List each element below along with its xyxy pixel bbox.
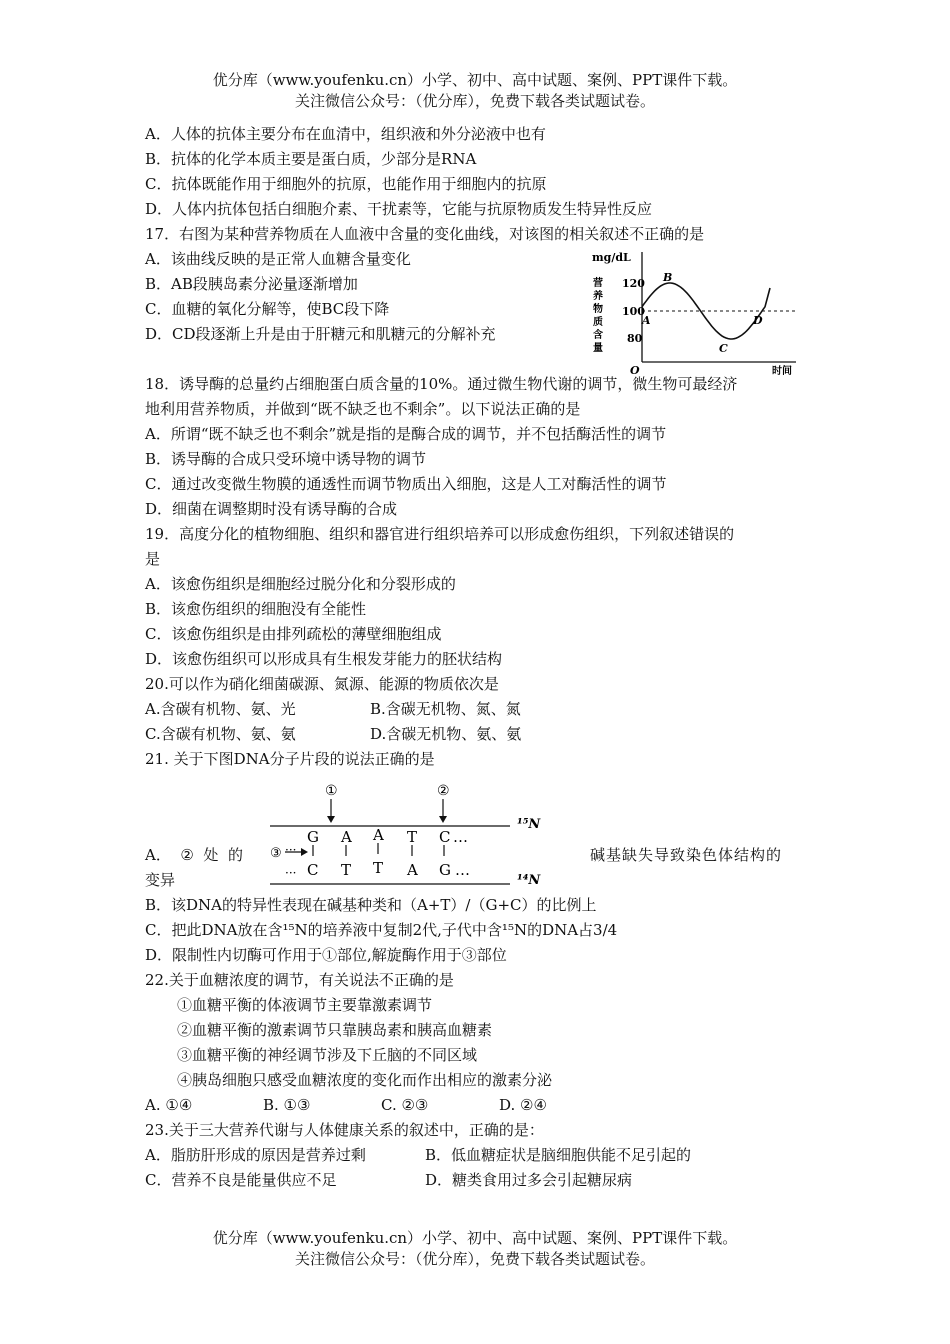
chart-unit-label: mg/dL [592,251,631,264]
dna-marker-1: ① [325,783,338,799]
dna-top-base-5: C [439,828,451,846]
q22-statement-1: ①血糖平衡的体液调节主要靠激素调节 [177,996,433,1014]
dna-dots-lower: ··· [285,866,297,880]
q21-option-a-continued: 变异 [145,871,176,889]
q21-stem: 21. 关于下图DNA分子片段的说法正确的是 [145,750,435,768]
q19-option-c: C．该愈伤组织是由排列疏松的薄壁细胞组成 [145,625,442,643]
q20-option-b: B.含碳无机物、氮、氮 [370,700,521,718]
chart-point-b: B [663,271,673,284]
q17-option-c: C．血糖的氧化分解等，使BC段下降 [145,300,390,318]
q20-option-a: A.含碳有机物、氨、光 [145,700,296,718]
chart-ylabel-char-5: 含 [593,330,603,341]
footer-line-1: 优分库（www.youfenku.cn）小学、初中、高中试题、案例、PPT课件下载。 [212,1229,738,1247]
q19-stem-line-2: 是 [145,550,161,568]
q17-stem: 17．右图为某种营养物质在人血液中含量的变化曲线，对该图的相关叙述不正确的是 [145,225,705,243]
q20-option-d: D.含碳无机物、氨、氨 [370,725,522,743]
q18-option-a: A．所谓“既不缺乏也不剩余”就是指的是酶合成的调节，并不包括酶活性的调节 [145,425,667,443]
chart-xlabel: 时间 [772,366,792,375]
q21-option-a-marker: ② [180,846,194,864]
dna-dots-upper: ··· [285,843,297,857]
dna-top-base-1: G [307,828,319,846]
q23-option-b: B．低血糖症状是脑细胞供能不足引起的 [425,1146,692,1164]
q22-statement-2: ②血糖平衡的激素调节只靠胰岛素和胰高血糖素 [177,1021,493,1039]
q22-stem: 22.关于血糖浓度的调节，有关说法不正确的是 [145,971,454,989]
q20-options-row-1 [145,697,815,722]
q17-option-d: D．CD段逐渐上升是由于肝糖元和肌糖元的分解补充 [145,325,496,343]
q21-option-d: D．限制性内切酶可作用于①部位,解旋酶作用于③部位 [145,946,507,964]
header-line-2: 关注微信公众号：（优分库），免费下载各类试题试卷。 [294,92,655,110]
q16-option-b: B．抗体的化学本质主要是蛋白质，少部分是RNA [145,150,477,168]
page-header [0,70,950,112]
q18-stem-line-2: 地利用营养物质，并做到“既不缺乏也不剩余”。以下说法正确的是 [145,400,581,418]
q19-option-a: A．该愈伤组织是细胞经过脱分化和分裂形成的 [145,575,456,593]
q22-option-a: A. ①④ [145,1096,193,1114]
dna-bottom-base-3: T [373,859,384,877]
chart-ylabel-char-1: 营 [593,278,603,289]
q17-option-b: B．AB段胰岛素分泌量逐渐增加 [145,275,358,293]
q23-options-row-2 [145,1168,815,1193]
q23-option-d: D．糖类食用过多会引起糖尿病 [425,1171,633,1189]
q20-options-row-2 [145,722,815,747]
q22-option-b: B. ①③ [263,1096,311,1114]
glucose-level-chart [590,250,800,375]
chart-ytick-120: 120 [622,277,645,290]
dna-bottom-base-2: T [341,861,352,879]
dna-bottom-base-5: G [439,861,451,879]
chart-origin-label: O [630,364,640,375]
dna-marker-3: ③ [270,846,282,861]
dna-bottom-base-1: C [307,861,319,879]
q22-option-d: D. ②④ [499,1096,547,1114]
footer-line-2: 关注微信公众号：（优分库），免费下载各类试题试卷。 [294,1250,655,1268]
q16-option-a: A．人体的抗体主要分布在血清中，组织液和外分泌液中也有 [145,125,546,143]
header-line-1: 优分库（www.youfenku.cn）小学、初中、高中试题、案例、PPT课件下载。 [212,71,738,89]
q22-statement-4: ④胰岛细胞只感受血糖浓度的变化而作出相应的激素分泌 [177,1071,553,1089]
q23-options-row-1 [145,1143,815,1168]
q22-statement-3: ③血糖平衡的神经调节涉及下丘脑的不同区域 [177,1046,478,1064]
dna-arrowhead-3 [301,848,308,856]
q22-options-row [145,1093,815,1118]
q18-option-c: C．通过改变微生物膜的通透性而调节物质出入细胞，这是人工对酶活性的调节 [145,475,667,493]
q20-stem: 20.可以作为硝化细菌碳源、氮源、能源的物质依次是 [145,675,499,693]
q19-option-b: B．该愈伤组织的细胞没有全能性 [145,600,367,618]
q16-option-c: C．抗体既能作用于细胞外的抗原，也能作用于细胞内的抗原 [145,175,547,193]
chart-ylabel-char-3: 物 [593,304,603,315]
q21-option-c: C．把此DNA放在含¹⁵N的培养液中复制2代,子代中含¹⁵N的DNA占3/4 [145,921,618,939]
q17-options [145,247,585,347]
dna-bottom-label: ¹⁴N [517,873,541,888]
q23-option-c: C．营养不良是能量供应不足 [145,1171,337,1189]
chart-point-a: A [642,314,651,327]
q19-stem-line-1: 19．高度分化的植物细胞、组织和器官进行组织培养可以形成愈伤组织，下列叙述错误的 [145,525,735,543]
q21-option-a-start [145,843,243,868]
q21-option-a-word-2: 的 [227,846,243,864]
dna-top-base-2: A [341,828,352,846]
dna-bottom-ellipsis: … [455,861,470,879]
dna-fragment-figure [265,782,565,897]
chart-ylabel-char-2: 养 [593,291,603,302]
dna-arrowhead-2 [439,816,447,823]
dna-top-label: ¹⁵N [517,817,541,832]
q16-option-d: D．人体内抗体包括白细胞介素、干扰素等，它能与抗原物质发生特异性反应 [145,200,653,218]
dna-marker-2: ② [437,783,450,799]
chart-ylabel-char-4: 质 [593,317,603,328]
q18-option-b: B．诱导酶的合成只受环境中诱导物的调节 [145,450,427,468]
q18-option-d: D．细菌在调整期时没有诱导酶的合成 [145,500,398,518]
dna-arrowhead-1 [327,816,335,823]
dna-top-base-4: T [407,828,418,846]
q23-option-a: A．脂肪肝形成的原因是营养过剩 [145,1146,366,1164]
chart-ytick-80: 80 [627,332,643,345]
q21-option-a-word-1: 处 [203,846,219,864]
chart-point-d: D [753,314,763,327]
dna-top-ellipsis: … [453,828,468,846]
q19-option-d: D．该愈伤组织可以形成具有生根发芽能力的胚状结构 [145,650,503,668]
q22-option-c: C. ②③ [381,1096,429,1114]
chart-ylabel-char-6: 量 [593,343,603,354]
q18-stem-line-1: 18．诱导酶的总量约占细胞蛋白质含量的10%。通过微生物代谢的调节，微生物可最经济 [145,375,738,393]
q21-option-a-letter: A． [145,846,171,864]
q17-option-a: A．该曲线反映的是正常人血糖含量变化 [145,250,411,268]
dna-bottom-base-4: A [407,861,418,879]
dna-top-base-3: A [373,826,384,844]
chart-ytick-100: 100 [622,305,645,318]
q20-option-c: C.含碳有机物、氨、氨 [145,725,296,743]
chart-point-c: C [719,342,728,355]
q23-stem: 23.关于三大营养代谢与人体健康关系的叙述中，正确的是： [145,1121,544,1139]
q21-option-b: B．该DNA的特异性表现在碱基种类和（A+T）/（G+C）的比例上 [145,896,597,914]
page-footer [0,1228,950,1270]
q21-option-a-end: 碱基缺失导致染色体结构的 [590,846,783,864]
